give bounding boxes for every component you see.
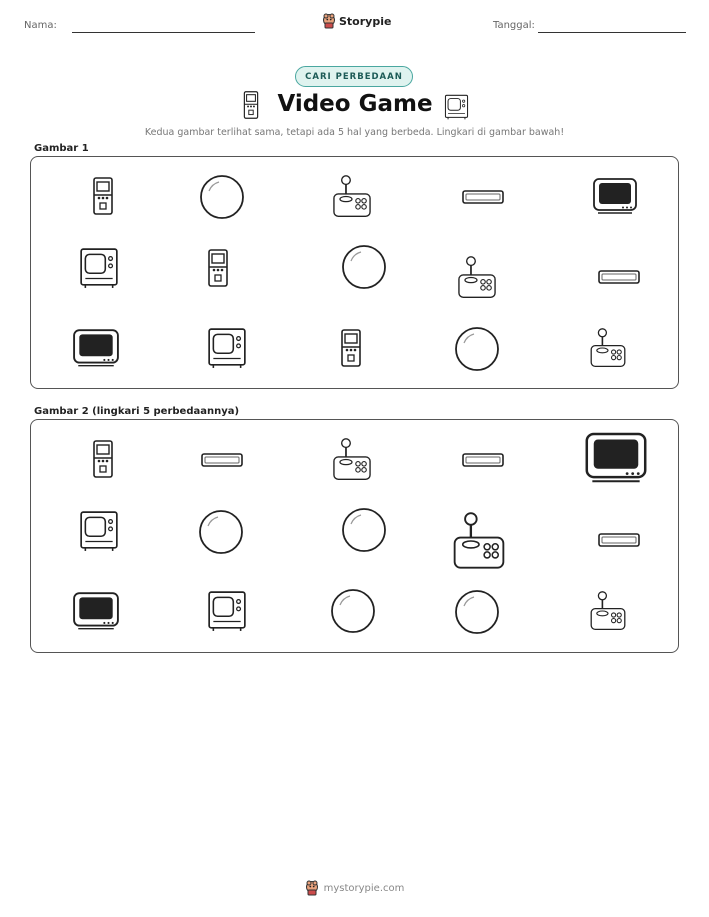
joystick-icon [456, 256, 498, 299]
date-label: Tanggal: [493, 20, 535, 31]
picture-1-panel [30, 156, 679, 389]
cartridge-icon [598, 533, 640, 547]
arcade-cabinet-icon [91, 435, 115, 483]
section-1-label: Gambar 1 [34, 143, 89, 154]
retro-tv-icon [444, 94, 469, 120]
arcade-cabinet-icon [339, 324, 363, 372]
ball-icon [199, 174, 245, 220]
arcade-cabinet-icon [206, 243, 230, 293]
name-label: Nama: [24, 20, 57, 31]
joystick-icon [332, 175, 372, 218]
brand [322, 13, 391, 29]
page-title: Video Game [277, 91, 433, 117]
retro-tv-icon [207, 590, 247, 632]
joystick-icon [332, 438, 372, 481]
ball-icon [341, 507, 387, 553]
footer [0, 880, 709, 896]
footer-url[interactable]: mystorypie.com [323, 882, 405, 894]
retro-tv-icon [207, 327, 247, 369]
arcade-cabinet-icon [242, 91, 260, 119]
ball-icon [454, 326, 500, 372]
storypie-logo-icon [305, 880, 319, 896]
ball-icon [454, 589, 500, 635]
name-field[interactable] [72, 32, 255, 33]
cartridge-icon [598, 270, 640, 284]
cartridge-icon [462, 190, 504, 204]
cartridge-icon [201, 453, 243, 467]
tv-monitor-icon [592, 177, 638, 217]
picture-2-panel[interactable] [30, 419, 679, 653]
arcade-cabinet-icon [91, 172, 115, 220]
joystick-icon [587, 328, 629, 368]
tv-monitor-icon [72, 328, 120, 370]
cartridge-icon [462, 453, 504, 467]
retro-tv-icon [79, 510, 119, 552]
retro-tv-icon [79, 247, 119, 289]
badge: CARI PERBEDAAN [295, 66, 413, 87]
section-2-label: Gambar 2 (lingkari 5 perbedaannya) [34, 406, 240, 417]
ball-icon [198, 509, 244, 555]
brand-name: Storypie [339, 14, 392, 28]
date-field[interactable] [538, 32, 686, 33]
ball-icon [341, 244, 387, 290]
tv-monitor-icon [584, 430, 648, 488]
instructions: Kedua gambar terlihat sama, tetapi ada 5 hal yang berbeda. Lingkari di gambar bawah! [144, 127, 565, 138]
storypie-logo-icon [322, 13, 336, 29]
joystick-icon [587, 591, 629, 631]
joystick-icon [448, 512, 510, 570]
tv-monitor-icon [72, 591, 120, 633]
ball-icon [330, 588, 376, 634]
